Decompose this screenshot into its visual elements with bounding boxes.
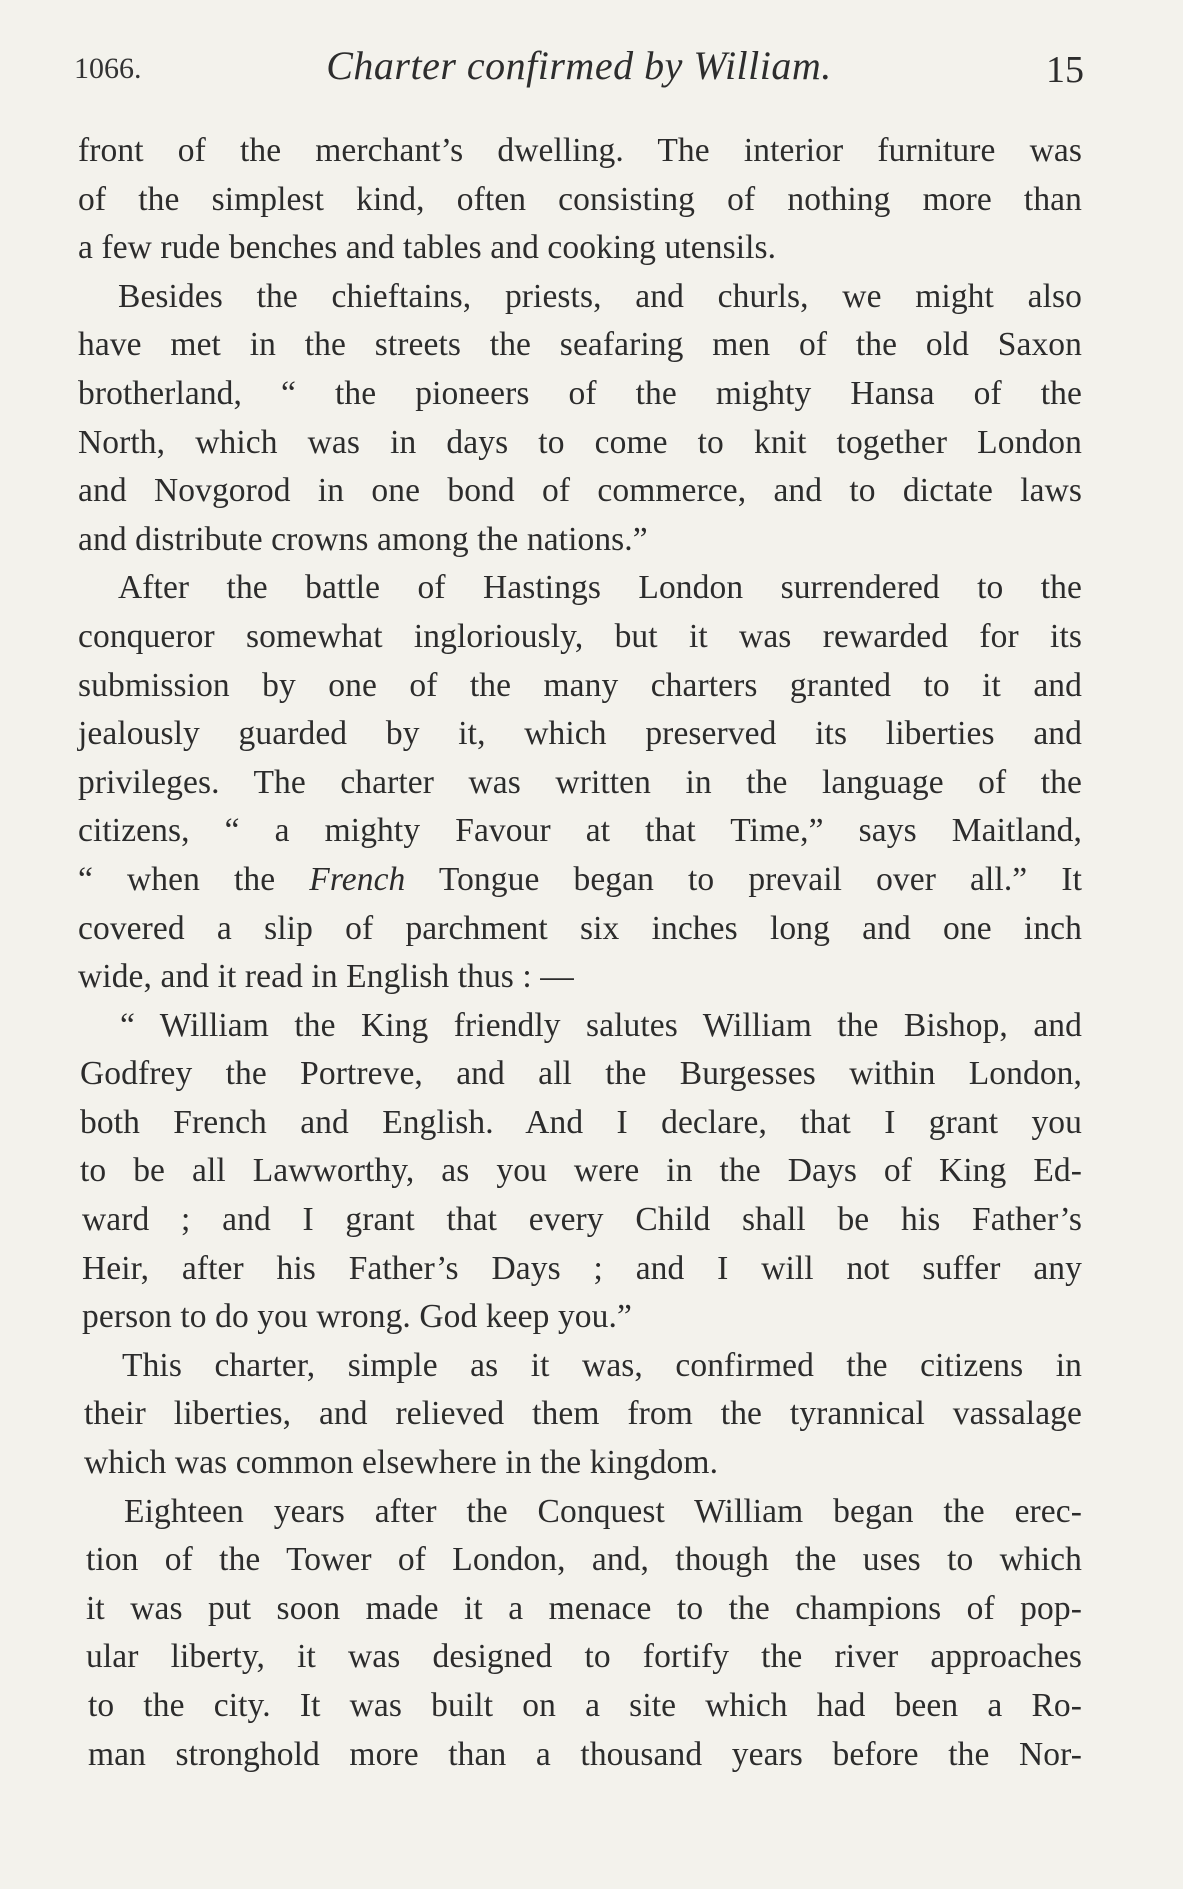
text-line: a few rude benches and tables and cooking utensils.: [78, 229, 777, 267]
text-segment: Tongue began to prevail over all.” It: [405, 860, 1082, 898]
italic-word: French: [309, 860, 406, 898]
text-line: Besides the chieftains, priests, and churls, we might also: [118, 277, 1082, 315]
text-line: After the battle of Hastings London surrendered to the: [118, 569, 1082, 607]
text-line: and Novgorod in one bond of commerce, and to dictate laws: [78, 472, 1082, 510]
text-line: both French and English. And I declare, that I grant you: [80, 1103, 1082, 1141]
text-line: “ William the King friendly salutes William the Bishop, and: [120, 1006, 1082, 1044]
text-line: jealously guarded by it, which preserved its liberties and: [78, 715, 1082, 753]
text-line: it was put soon made it a menace to the champions of pop-: [86, 1589, 1082, 1627]
text-line: their liberties, and relieved them from the tyrannical vassalage: [84, 1395, 1082, 1433]
text-line: have met in the streets the seafaring men of the old Saxon: [78, 326, 1082, 364]
running-title: Charter confirmed by William.: [326, 43, 832, 88]
text-line: ular liberty, it was designed to fortify the river approaches: [86, 1638, 1082, 1676]
text-line: ward ; and I grant that every Child shall be his Father’s: [82, 1201, 1082, 1239]
text-segment: “ when the: [78, 860, 310, 898]
text-line: to be all Lawworthy, as you were in the Days of King Ed-: [80, 1152, 1082, 1190]
header-year: 1066.: [74, 52, 142, 85]
text-line: Godfrey the Portreve, and all the Burgesses within London,: [80, 1055, 1082, 1093]
text-line: wide, and it read in English thus : —: [78, 958, 574, 996]
text-line: which was common elsewhere in the kingdom.: [84, 1444, 719, 1482]
text-line: North, which was in days to come to knit together London: [78, 423, 1082, 461]
text-line: front of the merchant’s dwelling. The interior furniture was: [78, 132, 1082, 169]
text-line: This charter, simple as it was, confirmed the citizens in: [122, 1346, 1082, 1384]
text-line: man stronghold more than a thousand years before the Nor-: [88, 1735, 1082, 1773]
text-line: Heir, after his Father’s Days ; and I will not suffer any: [82, 1249, 1082, 1287]
text-line: conqueror somewhat ingloriously, but it was rewarded for its: [78, 617, 1082, 655]
text-line: to the city. It was built on a site which had been a Ro-: [88, 1687, 1082, 1724]
text-line: citizens, “ a mighty Favour at that Time,” says Maitland,: [78, 812, 1082, 850]
text-line: and distribute crowns among the nations.”: [78, 520, 648, 558]
text-line: privileges. The charter was written in the language of the: [78, 763, 1082, 801]
text-line: brotherland, “ the pioneers of the mighty Hansa of the: [78, 374, 1082, 412]
text-line: covered a slip of parchment six inches long and one inch: [78, 909, 1082, 947]
body-text: [78, 127, 1082, 1779]
page-number: 15: [1046, 49, 1084, 91]
running-header: [74, 42, 1084, 92]
text-line: [78, 856, 1082, 905]
text-line: tion of the Tower of London, and, though the uses to which: [86, 1541, 1082, 1579]
text-line: person to do you wrong. God keep you.”: [82, 1298, 632, 1336]
text-line: Eighteen years after the Conquest William began the erec-: [124, 1492, 1082, 1530]
text-line: submission by one of the many charters granted to it and: [78, 666, 1082, 704]
text-line: of the simplest kind, often consisting of nothing more than: [78, 180, 1082, 218]
